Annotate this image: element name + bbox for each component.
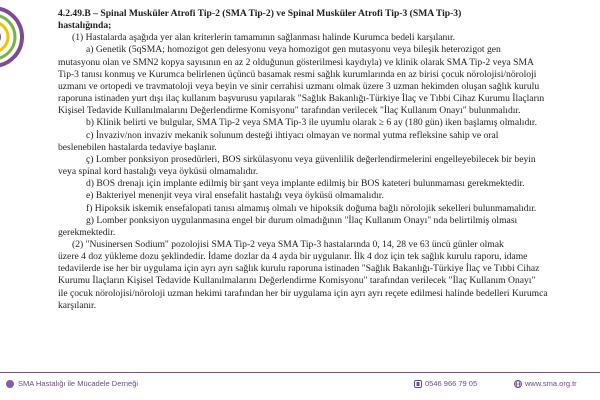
document-page <box>58 8 578 312</box>
footer-divider <box>0 372 600 373</box>
paragraph-line: (2) "Nusinersen Sodium" pozolojisi SMA Tip-2 veya SMA Tip-3 hastalarında 0, 14, 28 ve 63 üncü günler olmak <box>72 238 504 250</box>
paragraph-line: e) Bakteriyel menenjit veya viral ensefalit hastalığı veya öyküsü olmamalıdır. <box>86 190 384 202</box>
globe-icon <box>514 380 522 388</box>
website-link[interactable]: www.sma.org.tr <box>525 379 577 388</box>
paragraph-line: b) Klinik belirti ve bulgular, SMA Tip-2 veya SMA Tip-3 ile uyumlu olarak ≥ 6 ay (180 gün) iken başlamış olmalıdır. <box>86 117 537 129</box>
paragraph-line: (1) Hastalarda aşağıda yer alan kriterlerin tamamının sağlanması halinde Kurumca bedeli karşılanır. <box>72 32 456 44</box>
footer-phone <box>414 379 477 388</box>
paragraph-line: gerekmektedir. <box>58 226 116 238</box>
paragraph-line: ç) Lomber ponksiyon prosedürleri, BOS sirkülasyonu veya güvenlilik değerlendirmelerini engelleyebilecek bir beyin <box>86 153 536 165</box>
paragraph-line: Kurumu İlaçların Kişisel Tedavide Kullanılmalarını Değerlendirme Komisyonu" tarafından verilecek "İlaç Kullanım Onayı" <box>58 275 536 287</box>
paragraph-line: d) BOS drenajı için implante edilmiş bir şant veya implante edilmiş bir BOS kateteri bulunmaması gerekmektedir. <box>86 178 525 190</box>
paragraph-line: mutasyonu olan ve SMN2 kopya sayısının en az 2 olduğunun gösterilmesi kaydıyla) ve klinik olarak SMA Tip-2 veya SMA <box>58 56 534 68</box>
association-logo <box>0 6 24 68</box>
page-footer <box>0 376 600 392</box>
section-heading-cont: hastalığında; <box>58 20 112 32</box>
paragraph-line: g) Lomber ponksiyon uygulanmasına engel bir durum olmadığının "İlaç Kullanım Onayı" nda belirtilmiş olması <box>86 214 518 226</box>
footer-organization <box>6 379 138 388</box>
section-heading: 4.2.49.B – Spinal Musküler Atrofi Tip-2 (SMA Tip-2) ve Spinal Musküler Atrofi Tip-3 (SMA Tip-3) <box>58 8 462 19</box>
paragraph-line: karşılanır. <box>58 299 97 311</box>
paragraph-line: uzmanı ve ortopedi ve travmatoloji veya beyin ve sinir cerrahisi uzmanı olmak üzere 3 uzman hekimden oluşan sağlık kurulu <box>58 80 540 92</box>
paragraph-line: tedavilerde ise her bir uygulama için ayrı ayrı sağlık kurulu raporuna istinaden "Sağlık Bakanlığı-Türkiye İlaç ve Tıbbi Cihaz <box>58 263 540 275</box>
footer-website <box>514 379 577 388</box>
paragraph-line: a) Genetik (5qSMA; homozigot gen delesyonu veya homozigot gen mutasyonu veya bileşik heterozigot gen <box>86 44 501 56</box>
paragraph-line: beslenebilen hastalarda tedaviye başlanır. <box>58 141 217 153</box>
phone-icon <box>414 380 422 388</box>
paragraph-line: veya spinal kord hastalığı veya öyküsü olmamalıdır. <box>58 166 259 178</box>
paragraph-line: ile çocuk nörolojisi/nöroloji uzman hekimi tarafından her bir uygulama için ayrı ayrı reçete edilmesi halinde bedelleri Kurumca <box>58 287 548 299</box>
phone-number: 0546 966 79 05 <box>425 379 478 388</box>
paragraph-line: raporuna istinaden yurt dışı ilaç kullanım başvurusu yapılarak "Sağlık Bakanlığı-Türkiye İlaç ve Tıbbi Cihaz Kurumu İlaçların <box>58 93 545 105</box>
paragraph-line: Kişisel Tedavide Kullanılmalarını Değerlendirme Komisyonu" tarafından verilecek "İlaç Kullanım Onayı" bulunmalıdır. <box>58 105 521 117</box>
organization-name: SMA Hastalığı ile Mücadele Derneği <box>18 379 139 388</box>
paragraph-line: üzere 4 doz yükleme dozu şeklindedir. İdame dozlar da 4 ayda bir uygulanır. İlk 4 doz için tek sağlık kurulu raporu, idame <box>58 251 528 263</box>
paragraph-line: c) İnvaziv/non invaziv mekanik solunum desteği ihtiyacı olmayan ve normal yutma refleksine sahip ve oral <box>86 129 499 141</box>
paragraph-line: Tip-3 tanısı konmuş ve Kurumca belirlenen üçüncü basamak resmi sağlık kurumlarında en az birisi çocuk nörolojisi/nöroloji <box>58 68 537 80</box>
paragraph-line: f) Hipoksik iskemik ensefalopati tanısı almamış olmalı ve hipoksik doğuma bağlı nörolojik sekelleri bulunmamalıdır. <box>86 202 537 214</box>
logo-dot-icon <box>6 380 14 388</box>
